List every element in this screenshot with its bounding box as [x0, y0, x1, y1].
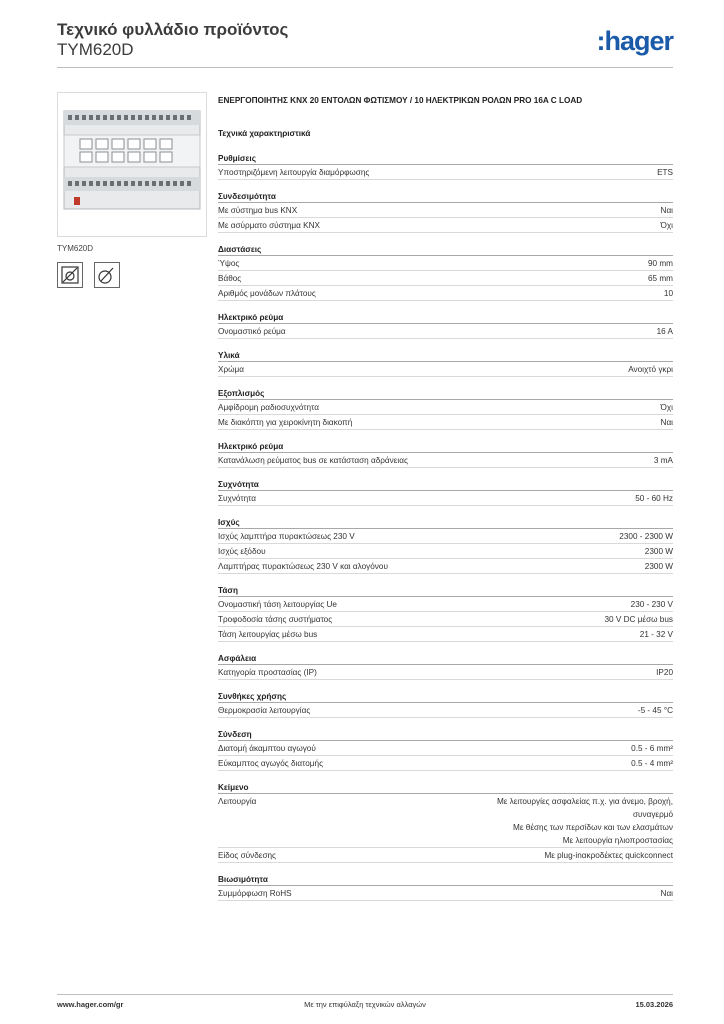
section-title: Ηλεκτρικό ρεύμα	[218, 440, 673, 453]
spec-row	[218, 627, 673, 642]
spec-row	[218, 400, 673, 415]
spec-section	[218, 781, 673, 863]
spec-row	[218, 848, 673, 863]
product-code-label: TYM620D	[57, 244, 94, 253]
spec-label: Υποστηριζόμενη λειτουργία διαμόρφωσης	[218, 168, 370, 177]
spec-value-line: Ανοιχτό γκρι	[628, 365, 673, 374]
section-title: Ηλεκτρικό ρεύμα	[218, 311, 673, 324]
spec-value-line: συναγερμό	[632, 810, 673, 819]
spec-row	[218, 324, 673, 339]
section-title: Σύνδεση	[218, 728, 673, 741]
spec-label: Λαμπτήρας πυρακτώσεως 230 V και αλογόνου	[218, 562, 388, 571]
spec-section	[218, 478, 673, 506]
page-footer	[57, 994, 673, 1009]
spec-value-line: Ναι	[660, 889, 673, 898]
spec-row	[218, 203, 673, 218]
spec-label: Συχνότητα	[218, 494, 257, 503]
spec-value-line: 21 - 32 V	[639, 630, 673, 639]
product-image	[57, 92, 207, 237]
section-title: Ισχύς	[218, 516, 673, 529]
spec-value	[648, 272, 673, 285]
spec-value-line: 65 mm	[647, 274, 673, 283]
spec-section	[218, 190, 673, 233]
spec-value	[657, 325, 673, 338]
section-title: Συχνότητα	[218, 478, 673, 491]
spec-label: Ισχύς λαμπτήρα πυρακτώσεως 230 V	[218, 532, 355, 541]
spec-value	[661, 416, 673, 429]
spec-section	[218, 584, 673, 642]
spec-value	[656, 666, 673, 679]
page-title: Τεχνικό φυλλάδιο προϊόντος	[57, 20, 289, 39]
spec-section	[218, 728, 673, 771]
spec-section	[218, 387, 673, 430]
spec-row	[218, 453, 673, 468]
spec-label: Ονομαστικό ρεύμα	[218, 327, 286, 336]
section-title: Κείμενο	[218, 781, 673, 794]
spec-value	[631, 742, 673, 755]
spec-value-line: IP20	[656, 668, 673, 677]
spec-value-line: Με λειτουργίες ασφαλείας π.χ. για άνεμο, βροχή,	[496, 797, 673, 806]
spec-row	[218, 665, 673, 680]
spec-value	[628, 363, 673, 376]
spec-label: Συμμόρφωση RoHS	[218, 889, 292, 898]
spec-value-line: Με λειτουργία ηλιοπροστασίας	[562, 836, 673, 845]
spec-label: Βάθος	[218, 274, 242, 283]
section-title: Συνδεσιμότητα	[218, 190, 673, 203]
spec-section	[218, 152, 673, 180]
spec-value-line: ETS	[657, 168, 673, 177]
section-title: Συνθήκες χρήσης	[218, 690, 673, 703]
spec-value	[661, 401, 673, 414]
spec-row	[218, 491, 673, 506]
footer-date: 15.03.2026	[635, 1000, 673, 1009]
easy-wiring-icon	[94, 262, 120, 288]
spec-value-line: 2300 W	[644, 562, 673, 571]
tech-specs-heading: Τεχνικά χαρακτηριστικά	[218, 129, 311, 138]
spec-label: Εύκαμπτος αγωγός διατομής	[218, 759, 324, 768]
spec-row	[218, 256, 673, 271]
spec-label: Χρώμα	[218, 365, 244, 374]
spec-row	[218, 703, 673, 718]
spec-content	[218, 96, 673, 901]
spec-value-line: 10	[663, 289, 673, 298]
spec-row	[218, 597, 673, 612]
spec-value-line: Με θέσης των περσίδων και των ελασμάτων	[513, 823, 673, 832]
spec-value	[645, 545, 673, 558]
spec-value-line: 90 mm	[647, 259, 673, 268]
section-title: Τάση	[218, 584, 673, 597]
spec-label: Ισχύς εξόδου	[218, 547, 266, 556]
product-device-illustration	[58, 93, 206, 236]
spec-row	[218, 756, 673, 771]
spec-row	[218, 286, 673, 301]
spec-label: Ύψος	[218, 259, 240, 268]
product-title: ΕΝΕΡΓΟΠΟΙΗΤΗΣ KNX 20 ΕΝΤΟΛΩΝ ΦΩΤΙΣΜΟΥ / 10 ΗΛΕΚΤΡΙΚΩΝ ΡΟΛΩΝ PRO 16A C LOAD	[218, 96, 583, 105]
spec-row	[218, 794, 673, 848]
spec-value-line: Όχι	[660, 403, 673, 412]
spec-row	[218, 271, 673, 286]
section-title: Βιωσιμότητα	[218, 873, 673, 886]
section-title: Υλικά	[218, 349, 673, 362]
section-title: Ρυθμίσεις	[218, 152, 673, 165]
spec-label: Με διακόπτη για χειροκίνητη διακοπή	[218, 418, 353, 427]
spec-row	[218, 886, 673, 901]
spec-value	[604, 613, 673, 626]
spec-section	[218, 349, 673, 377]
spec-value	[661, 219, 673, 232]
spec-value	[619, 530, 673, 543]
spec-value	[631, 598, 673, 611]
spec-label: Τάση λειτουργίας μέσω bus	[218, 630, 318, 639]
spec-label: Ονομαστική τάση λειτουργίας Ue	[218, 600, 337, 609]
spec-section	[218, 243, 673, 301]
spec-row	[218, 559, 673, 574]
spec-value	[654, 454, 673, 467]
spec-value	[497, 795, 673, 847]
spec-row	[218, 415, 673, 430]
spec-label: Τροφοδοσία τάσης συστήματος	[218, 615, 333, 624]
spec-label: Κατηγορία προστασίας (IP)	[218, 668, 317, 677]
spec-section	[218, 516, 673, 574]
spec-value-line: 30 V DC μέσω bus	[604, 615, 673, 624]
spec-value	[640, 628, 673, 641]
spec-section	[218, 311, 673, 339]
spec-value-line: 50 - 60 Hz	[635, 494, 673, 503]
spec-row	[218, 529, 673, 544]
spec-label: Με ασύρματο σύστημα KNX	[218, 221, 320, 230]
spec-label: Λειτουργία	[218, 797, 257, 806]
spec-label: Αμφίδρομη ραδιοσυχνότητα	[218, 403, 319, 412]
spec-value-line: 2300 - 2300 W	[619, 532, 673, 541]
spec-value-line: 0.5 - 4 mm²	[631, 759, 673, 768]
spec-value-line: 16 A	[656, 327, 673, 336]
spec-label: Διατομή άκαμπτου αγωγού	[218, 744, 316, 753]
spec-sections	[218, 152, 673, 901]
spec-section	[218, 690, 673, 718]
spec-value-line: 3 mA	[653, 456, 673, 465]
spec-label: Θερμοκρασία λειτουργίας	[218, 706, 311, 715]
spec-value	[635, 492, 673, 505]
footer-website[interactable]: www.hager.com/gr	[57, 1000, 124, 1009]
spec-row	[218, 612, 673, 627]
spec-section	[218, 652, 673, 680]
spec-value-line: 230 - 230 V	[630, 600, 673, 609]
section-title: Διαστάσεις	[218, 243, 673, 256]
spec-row	[218, 218, 673, 233]
spec-row	[218, 362, 673, 377]
spec-value	[544, 849, 673, 862]
spec-value	[657, 166, 673, 179]
spec-value-line: 0.5 - 6 mm²	[631, 744, 673, 753]
section-title: Εξοπλισμός	[218, 387, 673, 400]
page-subtitle: TYM620D	[57, 40, 134, 59]
hager-logo: :hager	[596, 26, 673, 56]
section-title: Ασφάλεια	[218, 652, 673, 665]
spec-label: Κατανάλωση ρεύματος bus σε κατάσταση αδράνειας	[218, 456, 408, 465]
spec-value-line: -5 - 45 °C	[637, 706, 673, 715]
spec-section	[218, 873, 673, 901]
spec-value	[661, 204, 673, 217]
spec-value	[638, 704, 673, 717]
knx-approval-icon	[57, 262, 83, 288]
footer-note: Με την επιφύλαξη τεχνικών αλλαγών	[304, 1000, 426, 1009]
spec-value-line: Με plug-inακροδέκτες quickconnect	[544, 851, 673, 860]
spec-value	[645, 560, 673, 573]
spec-section	[218, 440, 673, 468]
spec-value-line: 2300 W	[644, 547, 673, 556]
spec-value	[631, 757, 673, 770]
spec-value-line: Ναι	[660, 418, 673, 427]
spec-value-line: Ναι	[660, 206, 673, 215]
spec-value	[664, 287, 673, 300]
spec-row	[218, 165, 673, 180]
spec-label: Είδος σύνδεσης	[218, 851, 276, 860]
spec-value-line: Όχι	[660, 221, 673, 230]
spec-row	[218, 741, 673, 756]
spec-row	[218, 544, 673, 559]
spec-label: Αριθμός μονάδων πλάτους	[218, 289, 316, 298]
page-header	[57, 20, 673, 68]
spec-value	[661, 887, 673, 900]
spec-value	[648, 257, 673, 270]
spec-label: Με σύστημα bus KNX	[218, 206, 298, 215]
